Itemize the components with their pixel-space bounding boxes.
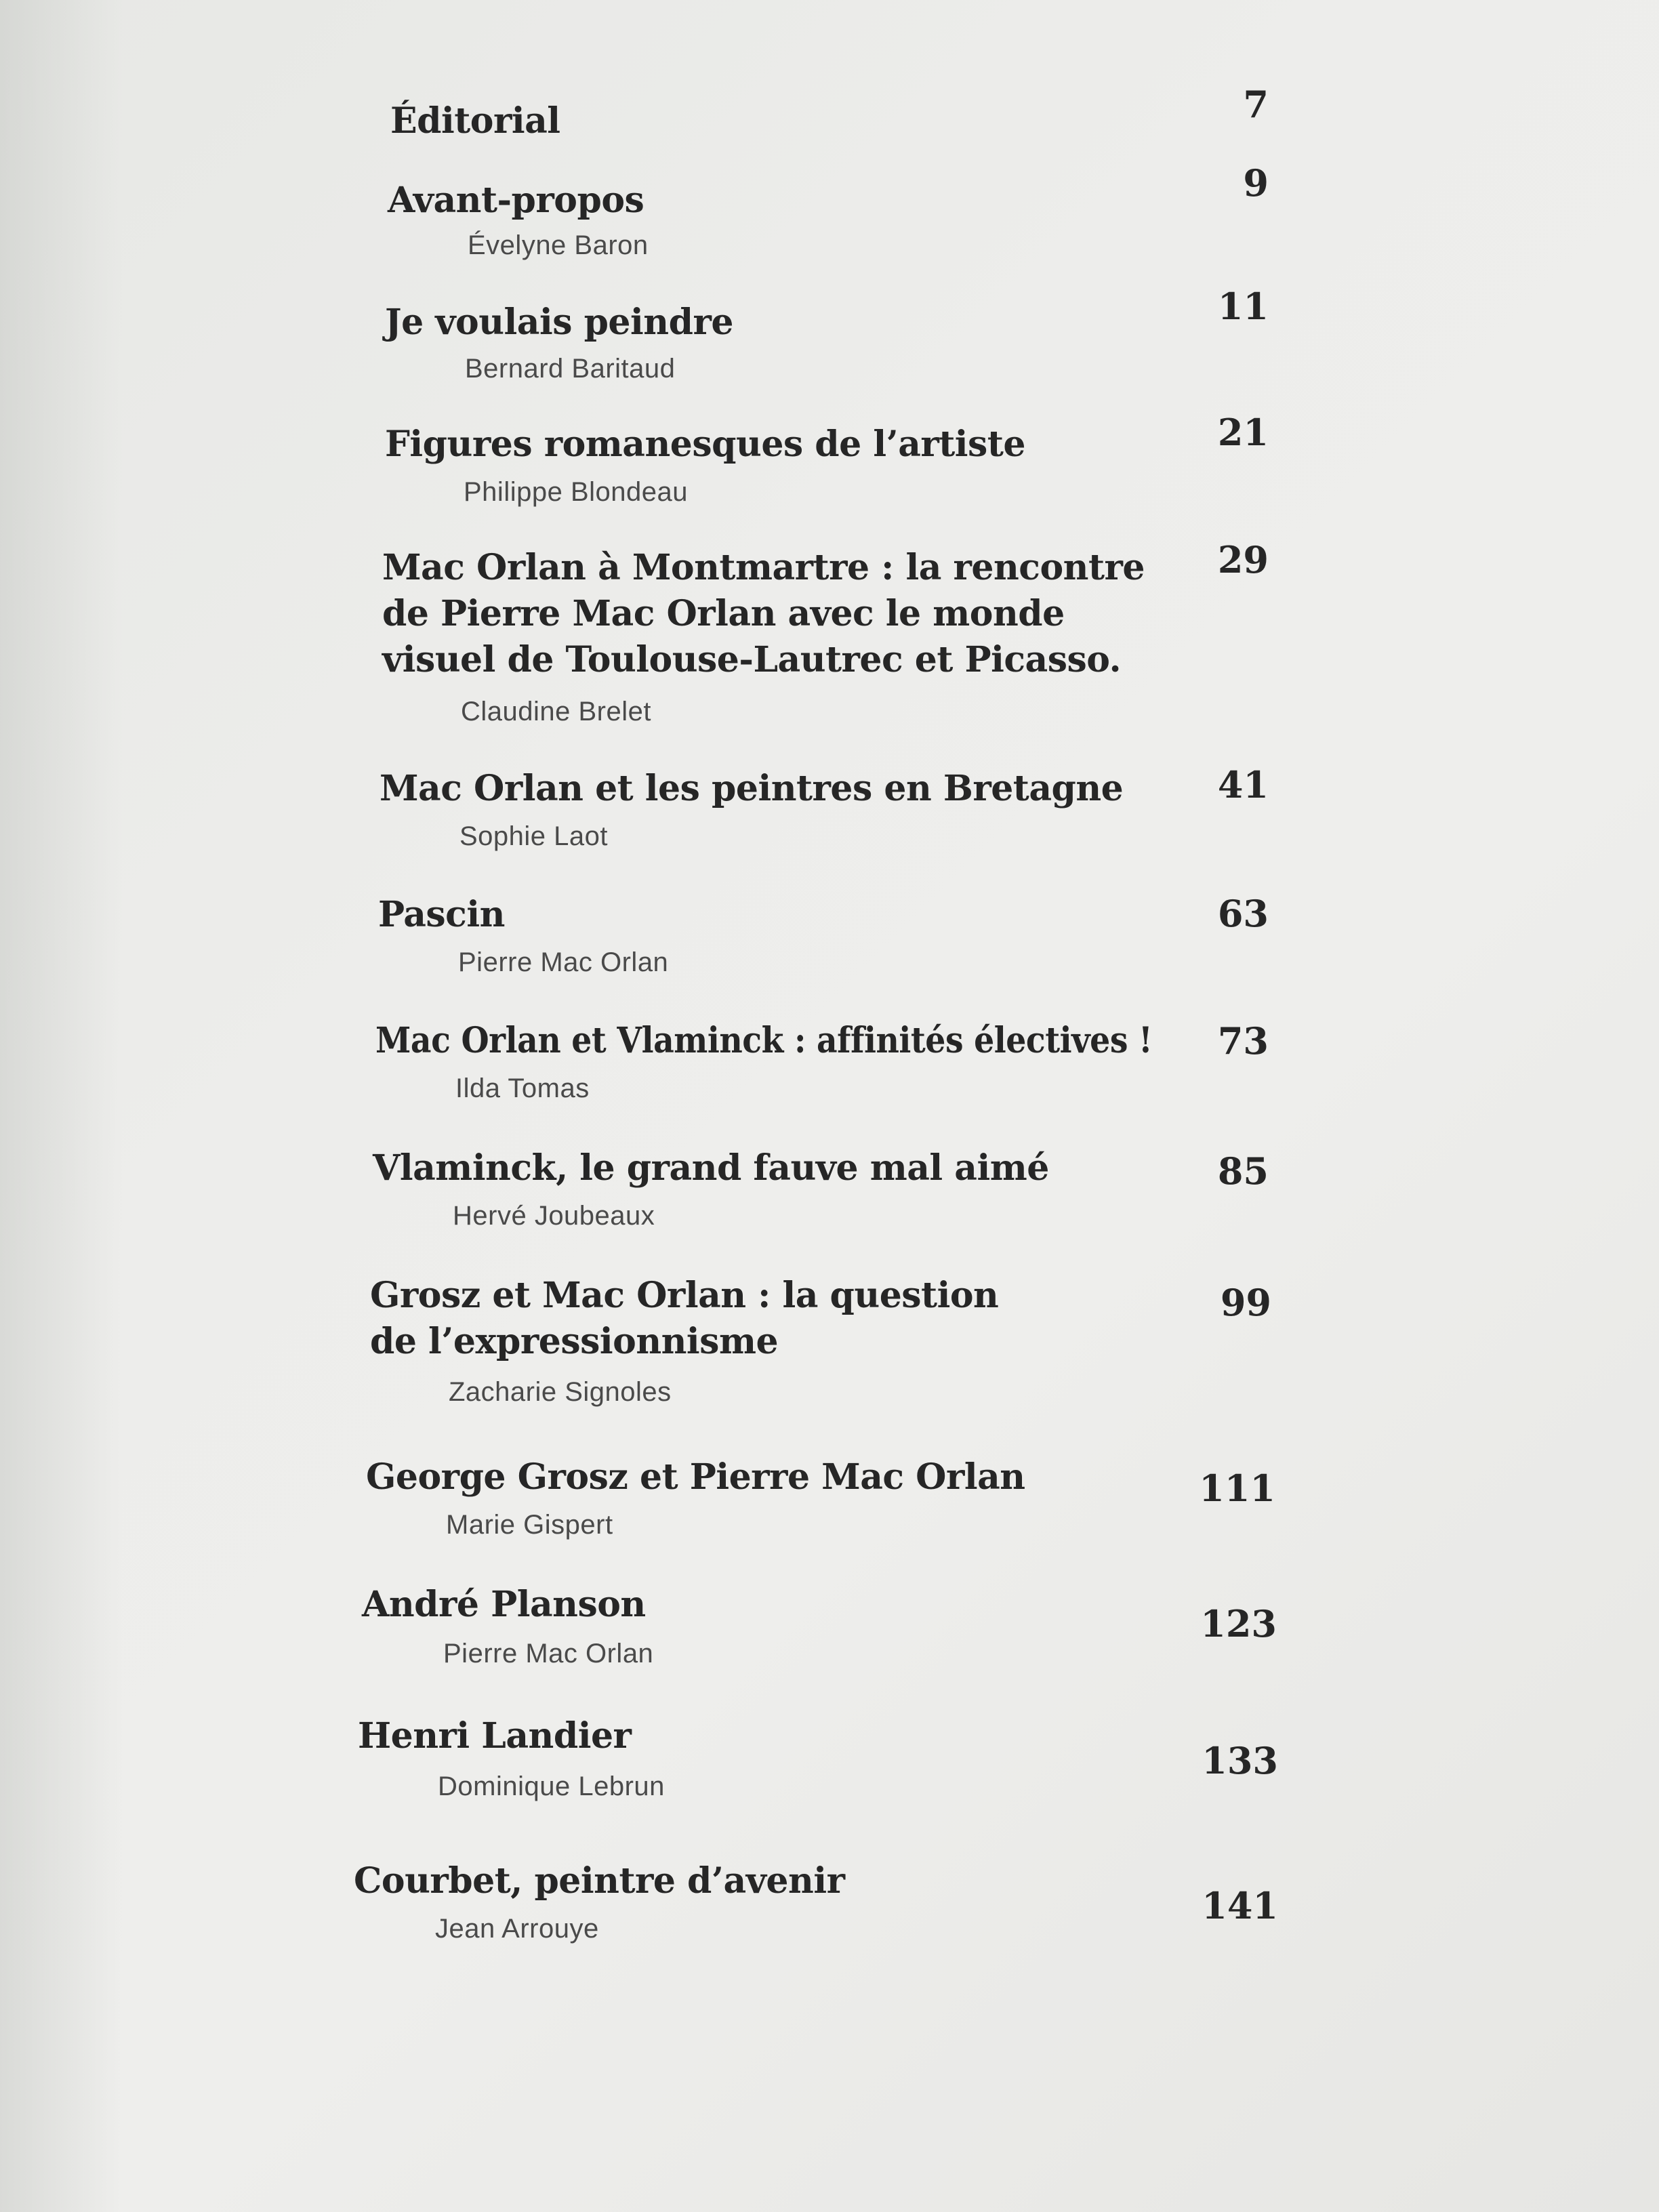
entry-page-number: 11: [1217, 285, 1269, 328]
entry-title: Henri Landier: [358, 1715, 632, 1757]
entry-title: Grosz et Mac Orlan : la question: [370, 1275, 999, 1316]
entry-title: Pascin: [378, 894, 505, 935]
entry-title: Éditorial: [390, 100, 560, 142]
entry-title-line: visuel de Toulouse-Lautrec et Picasso.: [382, 639, 1122, 680]
entry-author: Pierre Mac Orlan: [443, 1639, 654, 1668]
entry-page-number: 73: [1217, 1019, 1269, 1063]
entry-title: Je voulais peindre: [385, 302, 733, 343]
entry-title-line: de l’expressionnisme: [370, 1321, 779, 1362]
entry-page-number: 85: [1217, 1149, 1269, 1193]
page-shadow: [0, 0, 122, 2212]
entry-page-number: 133: [1202, 1739, 1278, 1782]
entry-page-number: 7: [1243, 83, 1269, 126]
entry-page-number: 41: [1217, 763, 1269, 806]
entry-page-number: 21: [1217, 411, 1269, 454]
entry-author: Jean Arrouye: [435, 1914, 599, 1944]
entry-page-number: 111: [1199, 1467, 1275, 1510]
entry-title: André Planson: [362, 1584, 646, 1625]
entry-author: Sophie Laot: [459, 821, 609, 851]
entry-author: Marie Gispert: [446, 1510, 613, 1540]
entry-page-number: 99: [1220, 1281, 1271, 1324]
entry-author: Évelyne Baron: [468, 230, 649, 260]
entry-author: Philippe Blondeau: [464, 477, 688, 507]
entry-author: Dominique Lebrun: [438, 1771, 665, 1801]
entry-title: Avant-propos: [388, 180, 644, 221]
entry-title: Mac Orlan et Vlaminck : affinités électives !: [375, 1020, 1153, 1061]
entry-author: Pierre Mac Orlan: [458, 947, 669, 977]
entry-title: Vlaminck, le grand fauve mal aimé: [373, 1147, 1049, 1189]
entry-page-number: 63: [1217, 892, 1269, 935]
entry-page-number: 29: [1217, 538, 1269, 581]
entry-author: Zacharie Signoles: [449, 1377, 672, 1407]
entry-title: Courbet, peintre d’avenir: [354, 1860, 845, 1902]
entry-author: Claudine Brelet: [461, 697, 651, 726]
entry-title: Figures romanesques de l’artiste: [385, 424, 1025, 465]
entry-author: Hervé Joubeaux: [453, 1201, 655, 1231]
entry-author: Bernard Baritaud: [465, 354, 676, 384]
entry-page-number: 9: [1243, 161, 1269, 205]
entry-title-line: de Pierre Mac Orlan avec le monde: [382, 593, 1065, 634]
entry-page-number: 141: [1202, 1884, 1278, 1927]
entry-page-number: 123: [1200, 1602, 1277, 1645]
entry-title: Mac Orlan à Montmartre : la rencontre: [382, 547, 1145, 588]
entry-author: Ilda Tomas: [455, 1073, 590, 1103]
entry-title: George Grosz et Pierre Mac Orlan: [366, 1456, 1025, 1498]
entry-title: Mac Orlan et les peintres en Bretagne: [380, 768, 1124, 809]
